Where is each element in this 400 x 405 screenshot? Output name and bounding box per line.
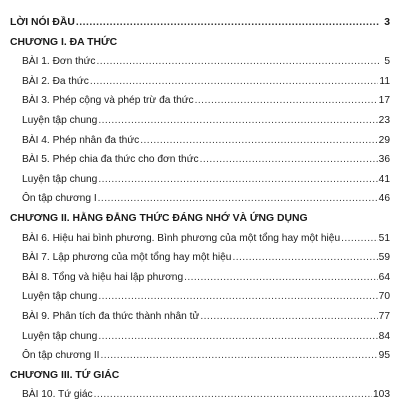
toc-entry bbox=[8, 189, 392, 209]
toc-entry bbox=[8, 346, 392, 366]
toc-entry-title: Luyện tập chung bbox=[22, 330, 98, 342]
toc-entry bbox=[8, 327, 392, 347]
dot-leader bbox=[98, 111, 377, 131]
toc-entry-title: BÀI 7. Lập phương của một tổng hay một hiệu bbox=[22, 252, 232, 264]
toc-entry-title: BÀI 6. Hiệu hai bình phương. Bình phương của một tổng hay một hiệu bbox=[22, 232, 341, 244]
toc-entry bbox=[8, 111, 392, 131]
toc-entry-title: BÀI 1. Đơn thức bbox=[22, 56, 96, 68]
toc-entry-title: CHƯƠNG III. TỨ GIÁC bbox=[10, 369, 120, 381]
toc-entry-page-number: 11 bbox=[379, 75, 390, 87]
dot-leader bbox=[200, 150, 378, 170]
dot-leader bbox=[101, 346, 378, 366]
toc-entry bbox=[8, 170, 392, 190]
toc-entry-page-number: 95 bbox=[378, 350, 390, 362]
toc-entry-title: BÀI 10. Tứ giác bbox=[22, 389, 93, 401]
toc-entry-title: BÀI 5. Phép chia đa thức cho đơn thức bbox=[22, 154, 199, 166]
toc-entry-page-number: 59 bbox=[378, 252, 390, 264]
toc-list bbox=[8, 13, 392, 405]
toc-entry bbox=[8, 385, 392, 405]
toc-entry-page-number: 46 bbox=[378, 193, 390, 205]
dot-leader bbox=[184, 268, 378, 288]
toc-entry bbox=[8, 268, 392, 288]
toc-entry bbox=[8, 150, 392, 170]
toc-entry-title: CHƯƠNG II. HẰNG ĐẲNG THỨC ĐÁNG NHỚ VÀ ỨNG DỤNG bbox=[10, 212, 308, 224]
dot-leader bbox=[94, 385, 372, 405]
toc-entry-page-number: 5 bbox=[384, 56, 390, 68]
toc-chapter-heading bbox=[8, 366, 392, 386]
dot-leader bbox=[98, 287, 377, 307]
toc-entry bbox=[8, 72, 392, 92]
toc-entry-page-number: 51 bbox=[378, 232, 390, 244]
toc-entry-page-number: 77 bbox=[378, 310, 390, 322]
toc-entry-page-number: 36 bbox=[378, 154, 390, 166]
toc-entry-title: BÀI 4. Phép nhân đa thức bbox=[22, 134, 140, 146]
dot-leader bbox=[232, 248, 377, 268]
dot-leader bbox=[195, 91, 378, 111]
toc-entry-title: CHƯƠNG I. ĐA THỨC bbox=[10, 36, 118, 48]
toc-chapter-heading bbox=[8, 33, 392, 53]
dot-leader bbox=[200, 307, 377, 327]
toc-chapter-heading bbox=[8, 209, 392, 229]
dot-leader bbox=[76, 13, 379, 33]
toc-entry-page-number: 103 bbox=[373, 389, 390, 401]
toc-entry bbox=[8, 91, 392, 111]
toc-entry-title: Ôn tập chương I bbox=[22, 193, 97, 205]
toc-entry-page-number: 17 bbox=[378, 95, 390, 107]
toc-entry-page-number: 3 bbox=[384, 17, 390, 28]
toc-entry-title: Luyện tập chung bbox=[22, 291, 98, 303]
dot-leader bbox=[98, 189, 378, 209]
dot-leader bbox=[341, 229, 378, 249]
toc-entry-page-number: 64 bbox=[378, 271, 390, 283]
toc-entry bbox=[8, 307, 392, 327]
dot-leader bbox=[140, 131, 377, 151]
toc-entry-page-number: 29 bbox=[378, 134, 390, 146]
toc-preface bbox=[8, 13, 392, 33]
toc-entry-page-number: 84 bbox=[378, 330, 390, 342]
toc-entry-title: LỜI NÓI ĐẦU bbox=[10, 17, 75, 28]
toc-entry-title: BÀI 8. Tổng và hiệu hai lập phương bbox=[22, 271, 184, 283]
toc-entry-page-number: 41 bbox=[378, 173, 390, 185]
toc-entry-page-number: 23 bbox=[378, 114, 390, 126]
toc-entry-title: BÀI 2. Đa thức bbox=[22, 75, 89, 87]
dot-leader bbox=[90, 72, 379, 92]
toc-entry bbox=[8, 248, 392, 268]
dot-leader bbox=[97, 52, 379, 72]
toc-entry-page-number: 70 bbox=[378, 291, 390, 303]
toc-entry-title: BÀI 9. Phân tích đa thức thành nhân tử bbox=[22, 310, 200, 322]
toc-entry bbox=[8, 52, 392, 72]
toc-entry-title: Luyện tập chung bbox=[22, 114, 98, 126]
toc-entry bbox=[8, 229, 392, 249]
dot-leader bbox=[98, 170, 377, 190]
toc-entry-title: Luyện tập chung bbox=[22, 173, 98, 185]
dot-leader bbox=[98, 327, 377, 347]
toc-entry-title: Ôn tập chương II bbox=[22, 350, 100, 362]
toc-entry-title: BÀI 3. Phép cộng và phép trừ đa thức bbox=[22, 95, 194, 107]
toc-entry bbox=[8, 131, 392, 151]
toc-entry bbox=[8, 287, 392, 307]
